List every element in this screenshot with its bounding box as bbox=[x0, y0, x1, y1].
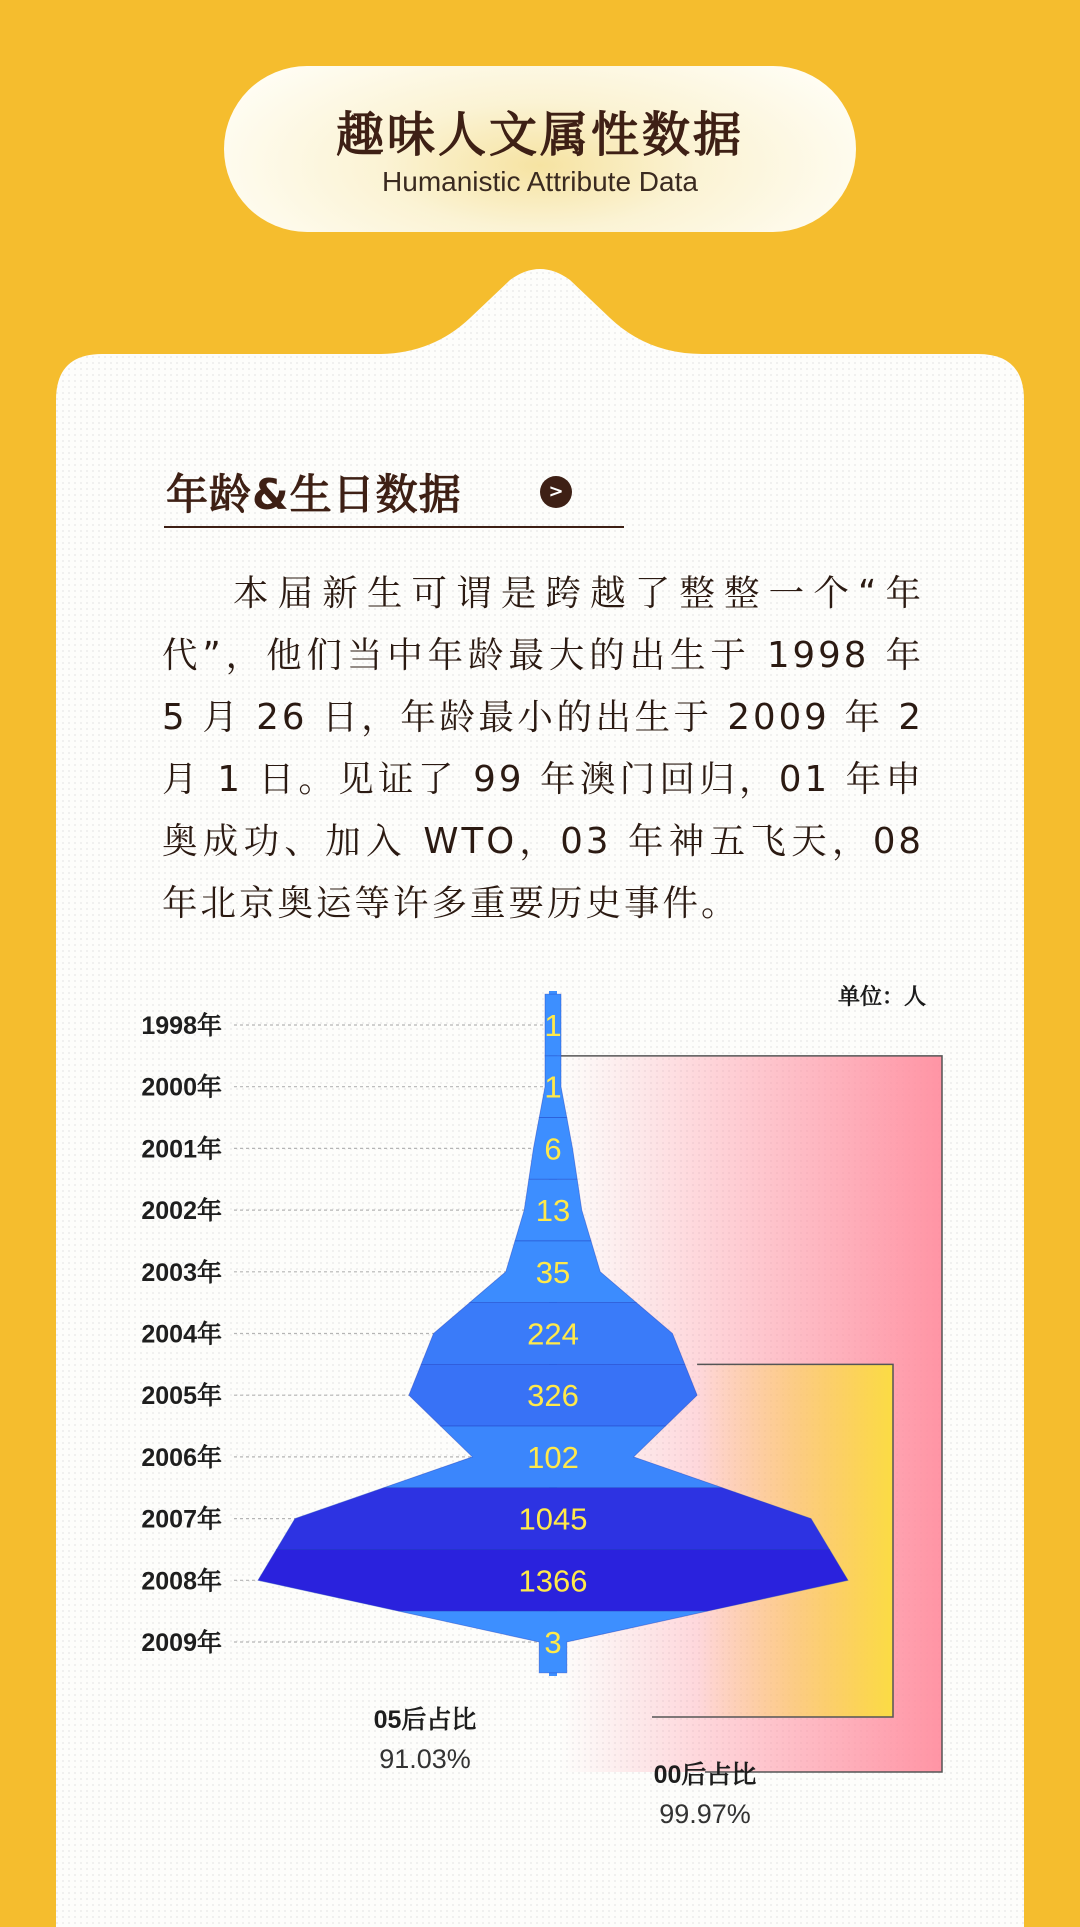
value-label: 13 bbox=[535, 1193, 571, 1229]
ratio-value-0: 91.03% bbox=[379, 1744, 471, 1774]
year-label: 2005年 bbox=[141, 1382, 222, 1411]
ratio-name-1: 00后占比 bbox=[653, 1761, 757, 1789]
value-label: 326 bbox=[527, 1378, 579, 1414]
header-title: 趣味人文属性数据 bbox=[335, 107, 744, 163]
year-label: 2002年 bbox=[141, 1197, 222, 1226]
value-label: 1366 bbox=[518, 1563, 588, 1599]
ratio-value-1: 99.97% bbox=[659, 1799, 751, 1829]
intro-paragraph: 本届新生可谓是跨越了整整一个“年代”，他们当中年龄最大的出生于 1998 年 5 月 26 日，年龄最小的出生于 2009 年 2 月 1 日。见证了 99 年澳门回归，01 年申奥成功、加入 WTO，03 年神五飞天，08 年北京奥运等许多重要历史事件。 bbox=[162, 573, 924, 924]
year-label: 2008年 bbox=[141, 1567, 222, 1596]
unit-label: 单位：人 bbox=[838, 985, 927, 1010]
ratio-name-0: 05后占比 bbox=[373, 1706, 477, 1734]
year-label: 2004年 bbox=[141, 1320, 222, 1349]
value-label: 1 bbox=[544, 1008, 562, 1043]
year-label: 2007年 bbox=[141, 1505, 222, 1534]
value-label: 102 bbox=[527, 1439, 579, 1475]
value-label: 1045 bbox=[518, 1501, 588, 1537]
year-label: 2006年 bbox=[141, 1443, 222, 1472]
year-label: 2001年 bbox=[141, 1135, 222, 1164]
year-label: 2000年 bbox=[141, 1073, 222, 1102]
section-title: 年龄&生日数据 bbox=[166, 470, 462, 519]
value-label: 3 bbox=[544, 1625, 562, 1660]
value-label: 35 bbox=[535, 1254, 571, 1290]
header-subtitle: Humanistic Attribute Data bbox=[382, 166, 698, 197]
year-label: 2009年 bbox=[141, 1629, 222, 1657]
value-label: 224 bbox=[527, 1316, 579, 1352]
year-label: 2003年 bbox=[141, 1258, 222, 1287]
value-label: 1 bbox=[544, 1069, 562, 1105]
arrow-right-icon: > bbox=[540, 476, 572, 508]
year-label: 1998年 bbox=[141, 1012, 222, 1040]
value-label: 6 bbox=[544, 1131, 562, 1167]
